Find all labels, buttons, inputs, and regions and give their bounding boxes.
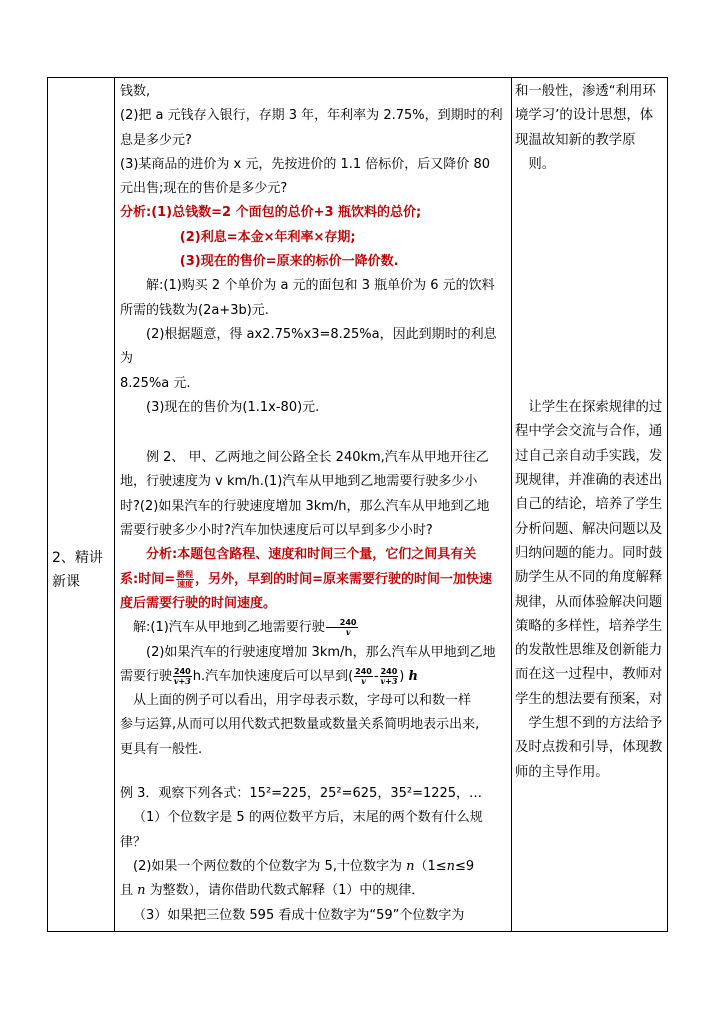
analysis-line [120,568,508,592]
analysis-line: (3)现在的售价=原来的标价一降价数. [179,254,399,270]
intent-line: 而在这一过程中，教师对 [515,667,663,683]
fraction-numerator: 路程 [177,569,194,579]
intent-line: 规律，从而体验解决问题 [515,594,663,610]
fraction-denominator: v [361,675,366,686]
intent-line: 的发散性思维及创新能力 [515,643,663,659]
solution-line [120,665,508,689]
variable-n: n [137,883,146,899]
lesson-table [47,77,668,932]
fraction-numerator: 240 [380,666,398,676]
example-line: 例 2、 甲、乙两地之间公路全长 240km,汽车从甲地开往乙 [146,450,489,466]
column-divider [511,78,512,931]
text-line: (2)把 a 元钱存入银行，存期 3 年，年利率为 2.75%，到期时的利 [120,108,503,124]
column-divider [114,78,115,931]
example-text: (2)如果一个两位数的个位数字为 5,十位数字为 [133,858,407,874]
intent-line: 现规律，并准确的表述出 [515,473,663,489]
intent-line: 程中学会交流与合作，通 [515,424,663,440]
fraction [173,667,192,686]
example-line [120,879,508,903]
analysis-text: ，另外，早到的时间=原来需要行驶的时间一加快速 [195,571,492,587]
solution-text: 解:(1)汽车从甲地到乙地需要行驶 [133,620,325,636]
fraction [326,618,358,637]
text-line: 钱数, [120,84,151,99]
summary-line: 参与运算,从而可以用代数式把数量或数量关系简明地表示出来, [120,717,480,733]
example-line [120,855,508,879]
analysis-text: 系:时间= [120,571,176,587]
fraction-numerator: 240 [355,666,372,676]
intent-line: 分析问题、解决问题以及 [515,521,663,537]
fraction-denominator: v [345,627,351,638]
solution-text: 需要行驶 [120,668,173,684]
example-line: 地，行驶速度为 v km/h.(1)汽车从甲地到乙地需要行驶多少小 [120,474,478,490]
analysis-line: 分析:本题包含路程、速度和时间三个量，它们之间具有关 [146,547,477,563]
solution-line: 所需的钱数为(2a+3b)元. [120,302,269,318]
example-line: （3）如果把三位数 595 看成十位数字为“59”个位数字为 [133,907,465,923]
fraction [176,570,194,589]
text-line: 息是多少元? [120,132,192,148]
variable-n: n [446,858,456,874]
analysis-line: 分析:(1)总钱数=2 个面包的总价+3 瓶饮料的总价; [120,205,422,221]
intent-line: 过自己亲自动手实践，发 [515,448,663,464]
fraction-numerator: 240 [326,618,358,628]
fraction [354,667,373,686]
fraction-denominator: v+3 [380,675,398,686]
analysis-line: 度后需要行驶的时间速度。 [120,595,277,611]
variable-n: n [406,858,415,874]
intent-line: 自己的结论，培养了学生 [515,497,663,513]
summary-line: 从上面的例子可以看出，用字母表示数，字母可以和数一样 [133,693,472,709]
example-line: 需要行驶多少小时?汽车加快速度后可以早到多少小时? [120,523,433,539]
solution-line: (3)现在的售价为(1.1x-80)元. [146,399,320,415]
fraction-denominator: 速度 [177,579,194,589]
section-label: 2、精讲新课 [52,550,103,590]
solution-line [120,616,508,640]
solution-text: h.汽车加快速度后可以早到( [192,668,354,684]
solution-text: ) [399,668,405,684]
intent-line: 归纳问题的能力。同时鼓 [515,545,663,561]
intent-line: 则。 [528,156,556,172]
example-line: （1）个位数字是 5 的两位数平方后，末尾的两个数有什么规 [133,810,483,826]
intent-line: 学生的想法要有预案，对 [515,691,663,707]
intent-line: 策略的多样性，培养学生 [515,618,663,634]
example-line: 例 3．观察下列各式：15²=225，25²=625，35²=1225，… [120,786,483,802]
example-text: 且 [120,883,138,899]
fraction-numerator: 240 [174,666,191,676]
fraction-denominator: v+3 [173,675,191,686]
text-line: (3)某商品的进价为 x 元，先按进价的 1.1 倍标价，后又降价 80 [120,156,490,172]
text-line: 元出售;现在的售价是多少元? [120,181,288,197]
example-text: 为整数），请你借助代数式解释（1）中的规律． [145,883,425,899]
fraction [380,667,399,686]
intent-line: 现温故知新的教学原 [515,132,636,148]
intent-line: 让学生在探索规律的过 [528,400,663,416]
design-intent-column [515,80,667,785]
intent-line: 和一般性，渗透“利用环 [515,84,656,99]
spacer [120,762,508,782]
spacer [515,177,667,396]
intent-line: 境学习’的设计思想，体 [515,108,654,124]
solution-line: 8.25%a 元. [120,375,191,391]
example-text: ≤9 [455,858,475,874]
example-line: 时?(2)如果汽车的行驶速度增加 3km/h，那么汽车从甲地到乙地 [120,498,490,514]
solution-line: 解:(1)购买 2 个单价为 a 元的面包和 3 瓶单价为 6 元的饮料 [146,278,495,294]
summary-line: 更具有一般性. [120,741,203,757]
analysis-line: (2)利息=本金×年利率×存期; [179,229,356,245]
unit-h: h [408,668,418,684]
minus-sign: - [373,668,379,684]
intent-line: 学生想不到的方法给予 [528,716,663,732]
example-text: （1≤ [414,858,447,874]
spacer [120,420,508,446]
lesson-content [120,80,508,928]
solution-line: (2)如果汽车的行驶速度增加 3km/h，那么汽车从甲地到乙地 [146,644,496,660]
intent-line: 师的主导作用。 [515,764,609,780]
intent-line: 及时点拨和引导，体现教 [515,740,663,756]
example-line: 律？ [120,834,147,850]
solution-line: (2)根据题意，得 ax2.75%x3=8.25%a，因此到期时的利息为 [120,326,497,367]
intent-line: 励学生从不同的角度解释 [515,570,663,586]
